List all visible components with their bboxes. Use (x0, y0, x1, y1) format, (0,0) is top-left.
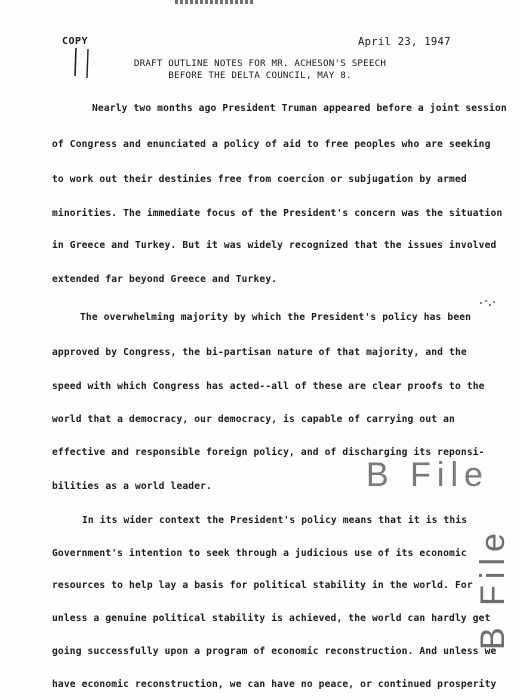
handwritten-marks (72, 46, 96, 80)
document-date: April 23, 1947 (358, 36, 451, 48)
file-stamp-horizontal: B File (366, 456, 489, 494)
scan-edge-mark (175, 0, 255, 4)
body-line: unless a genuine political stability is achieved, the world can hardly get (52, 613, 491, 624)
body-line: Nearly two months ago President Truman appeared before a joint session (92, 103, 507, 114)
document-title (110, 58, 410, 82)
title-line-1: DRAFT OUTLINE NOTES FOR MR. ACHESON'S SPEECH (133, 58, 387, 69)
body-line: of Congress and enunciated a policy of aid to free peoples who are seeking (52, 139, 491, 150)
copy-label: COPY (62, 36, 89, 47)
file-stamp-vertical: B File (474, 527, 512, 650)
body-line: Government's intention to seek through a judicious use of its economic (52, 548, 467, 559)
body-line: bilities as a world leader. (52, 481, 212, 492)
body-line: have economic reconstruction, we can have no peace, or continued prosperity (52, 679, 497, 690)
body-line: approved by Congress, the bi-partisan nature of that majority, and the (52, 347, 467, 358)
body-line: The overwhelming majority by which the President's policy has been (80, 312, 472, 323)
body-line: world that a democracy, our democracy, is capable of carrying out an (52, 414, 455, 425)
body-line: effective and responsible foreign policy, and of discharging its reponsi- (52, 447, 485, 458)
body-line: speed with which Congress has acted--all of these are clear proofs to the (52, 381, 485, 392)
body-line: minorities. The immediate focus of the President's concern was the situation (52, 208, 503, 219)
body-line: going successfully upon a program of economic reconstruction. And unless we (52, 646, 497, 657)
body-line: In its wider context the President's policy means that it is this (82, 515, 468, 526)
scan-specks (478, 298, 498, 310)
body-line: to work out their destinies free from coercion or subjugation by armed (52, 174, 467, 185)
body-line: in Greece and Turkey. But it was widely recognized that the issues involved (52, 240, 497, 251)
title-line-2: BEFORE THE DELTA COUNCIL, MAY 8. (168, 70, 352, 81)
body-line: resources to help lay a basis for political stability in the world. For (52, 580, 473, 591)
body-line: extended far beyond Greece and Turkey. (52, 274, 278, 285)
